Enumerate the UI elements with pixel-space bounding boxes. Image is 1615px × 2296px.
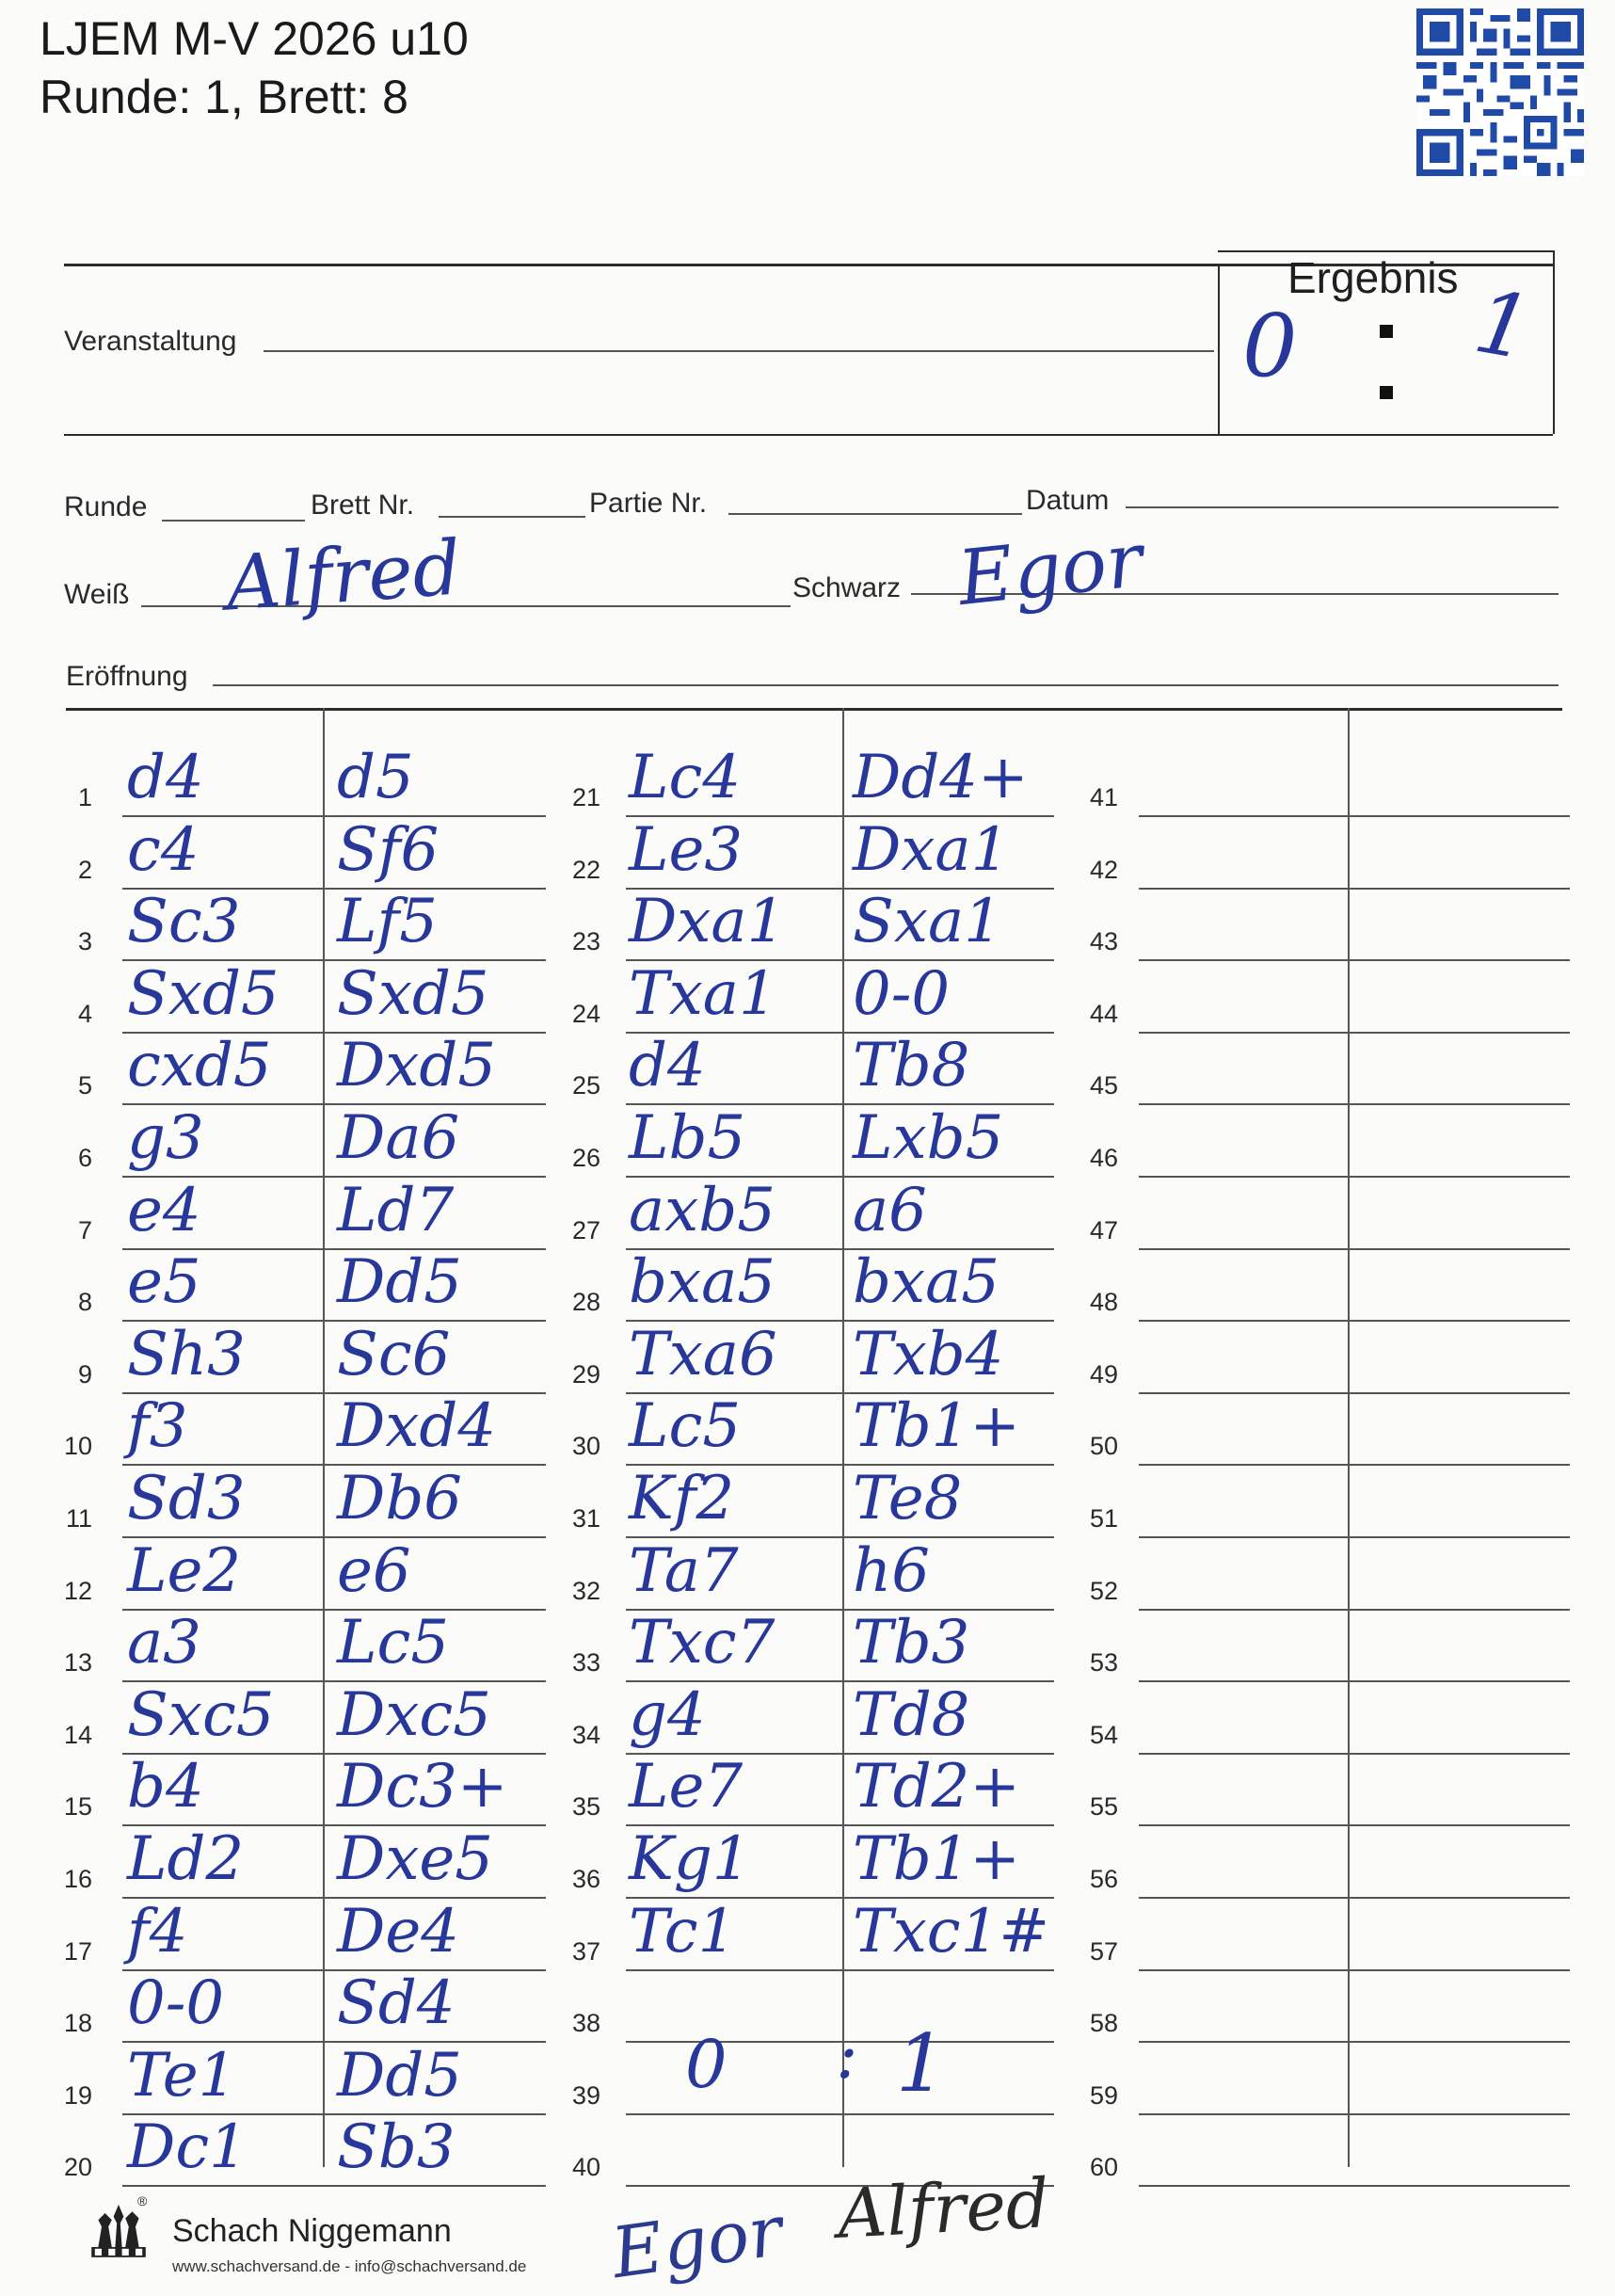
white-move: Dc1: [127, 2112, 248, 2183]
move-number: 55: [1089, 1792, 1118, 1822]
move-number: 10: [63, 1432, 92, 1461]
white-move: Le3: [629, 814, 744, 885]
move-number: 34: [571, 1720, 600, 1749]
move-number: 50: [1089, 1432, 1118, 1461]
black-move: Sd4: [337, 1968, 456, 2039]
move-number: 11: [65, 1504, 92, 1533]
white-move: Kg1: [629, 1824, 751, 1894]
move-number: 60: [1089, 2153, 1118, 2182]
result-white-handwritten: 0: [1242, 296, 1298, 396]
black-move: 0-0: [853, 958, 951, 1029]
move-number: 59: [1089, 2080, 1118, 2110]
datum-label: Datum: [1026, 485, 1110, 516]
white-move: c4: [127, 814, 200, 885]
move-number: 44: [1089, 999, 1118, 1028]
move-number: 22: [571, 855, 600, 884]
partie-label: Partie Nr.: [589, 488, 708, 519]
white-move: Te1: [127, 2040, 237, 2111]
black-move: De4: [337, 1896, 459, 1967]
registered-mark: ®: [137, 2193, 148, 2208]
move-number: 6: [77, 1144, 92, 1172]
ergebnis-colon-dot-bottom: [1380, 386, 1393, 399]
white-move: Lc5: [629, 1391, 742, 1462]
move-row-line: [1139, 1824, 1570, 1826]
move-row-line: [1139, 1176, 1570, 1178]
move-number: 5: [77, 1071, 92, 1100]
black-move: Dd4+: [853, 743, 1029, 812]
move-number: 28: [571, 1288, 600, 1317]
white-move: f3: [127, 1391, 188, 1462]
final-result-white: 0: [685, 2026, 728, 2103]
move-row-line: [1139, 1897, 1570, 1899]
move-number: 56: [1089, 1865, 1118, 1893]
signature-white-player: Alfred: [835, 2163, 1051, 2254]
signature-black-player: Egor: [606, 2190, 788, 2295]
footer-url: www.schachversand.de - info@schachversand.de: [172, 2257, 527, 2275]
black-move: Dc3+: [337, 1752, 508, 1822]
sheet-title: LJEM M-V 2026 u10: [40, 12, 469, 65]
black-move: Da6: [337, 1103, 460, 1173]
move-number: 49: [1089, 1359, 1118, 1389]
black-move: Ld7: [337, 1175, 455, 1245]
partie-field-line: [728, 513, 1022, 515]
black-move: Tb8: [853, 1031, 970, 1101]
black-move: Sc6: [337, 1319, 451, 1389]
black-move: Te8: [853, 1464, 963, 1533]
move-number: 35: [571, 1792, 600, 1822]
white-move: Ta7: [629, 1535, 739, 1606]
white-move: Txa1: [629, 958, 777, 1029]
white-move: 0-0: [127, 1968, 225, 2039]
white-move: bxa5: [629, 1247, 776, 1318]
black-move: Dd5: [337, 2040, 462, 2111]
runde-field-line: [162, 520, 305, 522]
white-move: Lc4: [629, 743, 742, 812]
form-block-bottom-border: [64, 434, 1553, 436]
move-number: 39: [571, 2080, 600, 2110]
move-number: 32: [571, 1576, 600, 1605]
move-number: 17: [63, 1936, 92, 1966]
white-move: cxd5: [127, 1031, 272, 1101]
move-row-line: [1139, 2185, 1570, 2187]
white-move: axb5: [629, 1175, 776, 1245]
move-number: 24: [571, 999, 600, 1028]
runde-label: Runde: [64, 491, 148, 522]
black-move: h6: [853, 1535, 930, 1606]
move-number: 14: [63, 1720, 92, 1749]
black-move: Db6: [337, 1464, 462, 1533]
ergebnis-box-right-border: [1553, 250, 1555, 434]
eroeffnung-label: Eröffnung: [66, 661, 188, 692]
eroeffnung-field-line: [213, 684, 1559, 686]
move-number: 20: [63, 2153, 92, 2182]
black-move: Lc5: [337, 1608, 450, 1678]
white-move: Le7: [629, 1752, 744, 1822]
white-move: Sxc5: [127, 1679, 275, 1750]
move-number: 58: [1089, 2009, 1118, 2038]
move-number: 47: [1089, 1215, 1118, 1244]
move-number: 46: [1089, 1144, 1118, 1172]
move-number: 45: [1089, 1071, 1118, 1100]
black-move: Dd5: [337, 1247, 462, 1318]
move-row-line: [1139, 1103, 1570, 1105]
move-row-line: [1139, 888, 1570, 890]
brett-field-line: [439, 516, 585, 518]
move-number: 42: [1089, 855, 1118, 884]
black-move: Txc1#: [853, 1896, 1049, 1967]
black-move: Lf5: [337, 887, 438, 957]
white-move: e4: [127, 1175, 201, 1245]
white-move: Le2: [127, 1535, 242, 1606]
black-move: Dxe5: [337, 1824, 493, 1894]
black-move: Dxc5: [337, 1679, 491, 1750]
black-move: e6: [337, 1535, 411, 1606]
move-number: 40: [571, 2153, 600, 2182]
move-number: 18: [63, 2009, 92, 2038]
move-number: 31: [571, 1504, 600, 1533]
move-row-line: [626, 2113, 1054, 2115]
move-number: 52: [1089, 1576, 1118, 1605]
black-move: Dxd5: [337, 1031, 497, 1101]
white-move: e5: [127, 1247, 201, 1318]
move-row-line: [1139, 1464, 1570, 1466]
schwarz-label: Schwarz: [792, 572, 902, 603]
white-move: Lb5: [629, 1103, 746, 1173]
move-number: 1: [77, 783, 92, 811]
white-move: Sc3: [127, 887, 241, 957]
weiss-label: Weiß: [64, 579, 130, 610]
black-move: Tb3: [853, 1608, 970, 1678]
black-move: bxa5: [853, 1247, 999, 1318]
white-move: a3: [127, 1608, 201, 1678]
column-divider-1: [323, 708, 325, 2167]
move-row-line: [1139, 815, 1570, 817]
move-number: 19: [63, 2080, 92, 2110]
final-result-black: 1: [896, 2017, 947, 2110]
white-move: Sd3: [127, 1464, 246, 1533]
move-number: 27: [571, 1215, 600, 1244]
move-row-line: [122, 2185, 546, 2187]
moves-table-top-border: [66, 708, 1562, 711]
white-move: Kf2: [629, 1464, 735, 1533]
move-number: 36: [571, 1865, 600, 1893]
move-number: 33: [571, 1648, 600, 1678]
move-number: 3: [77, 927, 92, 956]
move-number: 29: [571, 1359, 600, 1389]
white-move: Ld2: [127, 1824, 245, 1894]
move-number: 54: [1089, 1720, 1118, 1749]
black-move: Td2+: [853, 1752, 1020, 1822]
move-row-line: [1139, 1392, 1570, 1394]
result-black-handwritten: 1: [1467, 270, 1540, 380]
white-move: Tc1: [629, 1896, 737, 1967]
move-row-line: [1139, 1248, 1570, 1250]
white-move: Txc7: [629, 1608, 776, 1678]
move-number: 48: [1089, 1288, 1118, 1317]
white-move: g4: [629, 1679, 706, 1750]
white-move: d4: [127, 743, 204, 812]
move-row-line: [1139, 1320, 1570, 1322]
move-number: 53: [1089, 1648, 1118, 1678]
brett-label: Brett Nr.: [311, 490, 415, 521]
white-move: Txa6: [629, 1319, 777, 1389]
black-move: d5: [337, 743, 414, 812]
black-move: Txb4: [853, 1319, 1004, 1389]
move-row-line: [1139, 2113, 1570, 2115]
black-move: Sb3: [337, 2112, 456, 2183]
move-number: 51: [1089, 1504, 1118, 1533]
move-number: 43: [1089, 927, 1118, 956]
move-row-line: [626, 1969, 1054, 1971]
white-move: f4: [127, 1896, 188, 1967]
column-divider-3: [1348, 708, 1350, 2167]
move-number: 12: [63, 1576, 92, 1605]
ergebnis-label: Ergebnis: [1287, 253, 1459, 302]
black-move: Dxd4: [337, 1391, 497, 1462]
qr-code-icon: [1416, 8, 1584, 177]
move-number: 21: [571, 783, 600, 811]
move-number: 57: [1089, 1936, 1118, 1966]
move-row-line: [1139, 959, 1570, 961]
move-row-line: [1139, 1753, 1570, 1755]
move-number: 16: [63, 1865, 92, 1893]
white-move: b4: [127, 1752, 204, 1822]
black-move: Tb1+: [853, 1391, 1020, 1462]
datum-field-line: [1126, 506, 1559, 508]
move-number: 41: [1089, 783, 1118, 811]
move-number: 8: [77, 1288, 92, 1317]
move-number: 23: [571, 927, 600, 956]
move-number: 7: [77, 1215, 92, 1244]
ergebnis-colon-dot-top: [1380, 325, 1393, 338]
black-move: Sxa1: [853, 887, 1002, 957]
white-move: g3: [127, 1103, 204, 1173]
move-number: 15: [63, 1792, 92, 1822]
black-move: Lxb5: [853, 1103, 1004, 1173]
move-row-line: [1139, 1969, 1570, 1971]
black-move: Td8: [853, 1679, 970, 1750]
move-number: 26: [571, 1144, 600, 1172]
ergebnis-box-left-border: [1218, 264, 1220, 434]
black-move: Sf6: [337, 814, 440, 885]
final-result-colon: :: [836, 2016, 858, 2094]
white-move: Sxd5: [127, 958, 280, 1029]
move-number: 25: [571, 1071, 600, 1100]
move-number: 4: [77, 999, 92, 1028]
move-number: 38: [571, 2009, 600, 2038]
move-row-line: [1139, 1536, 1570, 1538]
footer-brand: Schach Niggemann: [172, 2213, 452, 2249]
white-move: d4: [629, 1031, 706, 1101]
veranstaltung-field-line: [264, 350, 1214, 352]
white-move: Sh3: [127, 1319, 246, 1389]
move-number: 37: [571, 1936, 600, 1966]
move-number: 30: [571, 1432, 600, 1461]
move-row-line: [1139, 2041, 1570, 2043]
black-move: Dxa1: [853, 814, 1010, 885]
move-row-line: [1139, 1609, 1570, 1611]
move-row-line: [1139, 1032, 1570, 1034]
move-row-line: [1139, 1680, 1570, 1682]
white-player-handwritten: Alfred: [223, 523, 464, 628]
black-player-handwritten: Egor: [953, 516, 1147, 622]
move-number: 9: [77, 1359, 92, 1389]
white-move: Dxa1: [629, 887, 786, 957]
move-number: 2: [77, 855, 92, 884]
veranstaltung-label: Veranstaltung: [64, 326, 237, 357]
sheet-subtitle: Runde: 1, Brett: 8: [40, 71, 408, 123]
move-number: 13: [63, 1648, 92, 1678]
black-move: Sxd5: [337, 958, 489, 1029]
black-move: a6: [853, 1175, 927, 1245]
column-divider-2: [842, 708, 844, 2167]
black-move: Tb1+: [853, 1824, 1020, 1894]
